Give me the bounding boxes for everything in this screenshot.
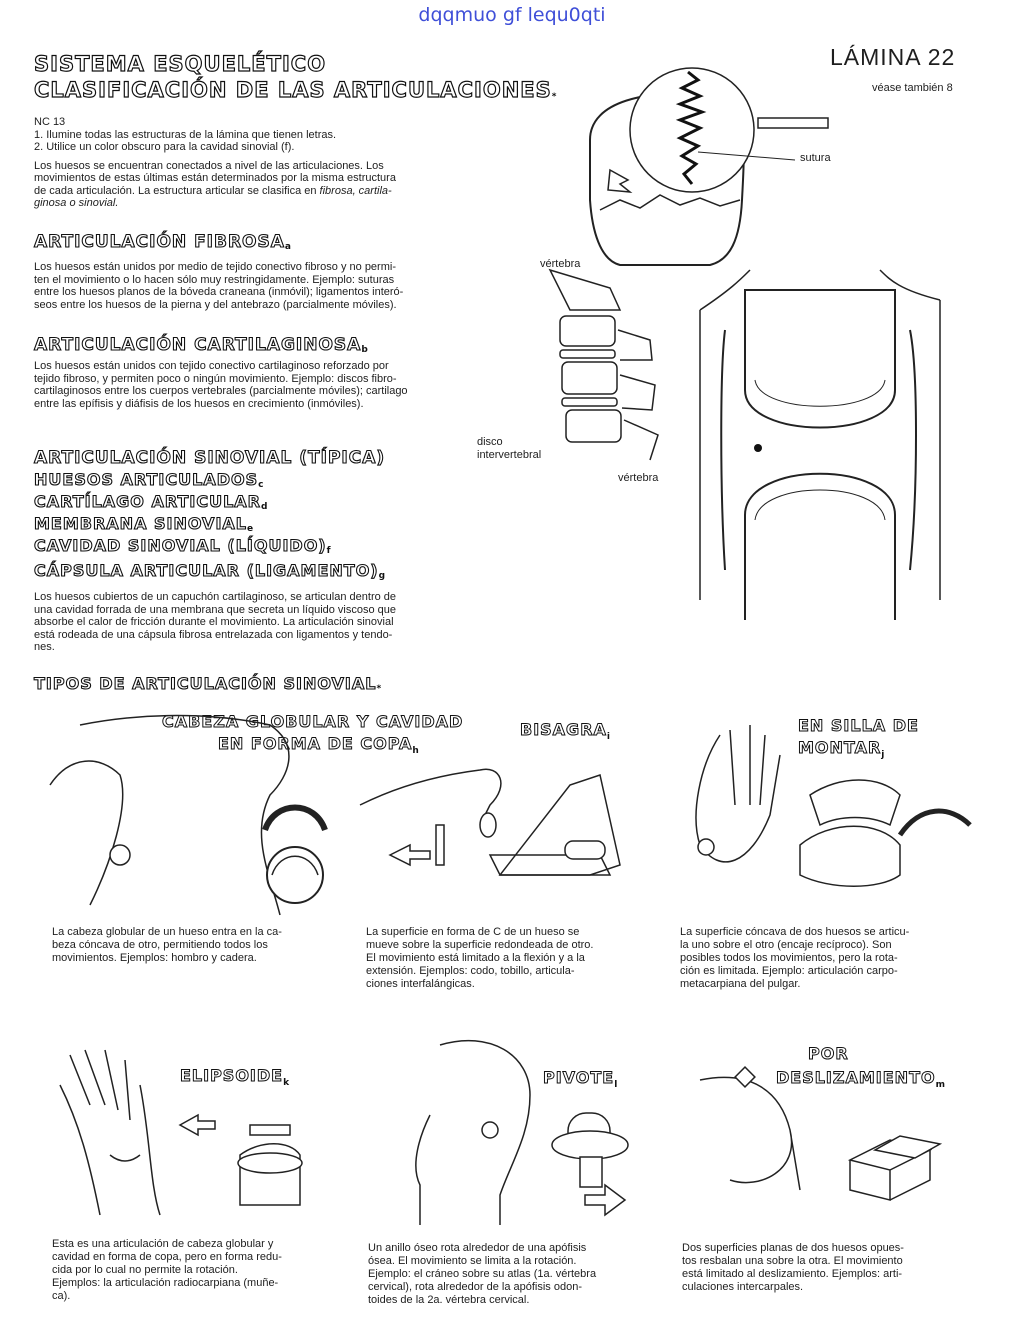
text-line: Los huesos están unidos con tejido conectivo cartilaginoso reforzado por <box>34 360 389 372</box>
caption-line: mueve sobre la superficie redondeada de otro. <box>366 939 594 951</box>
type-title-silla: EN SILLA DE <box>798 716 919 735</box>
text-line: nes. <box>34 641 55 653</box>
text-line: cartilaginosos entre los cuerpos vertebrales (parcialmente móviles); cartilago <box>34 385 408 397</box>
type-title-globular-2: EN FORMA DE $COPA_h$ <box>218 734 420 757</box>
caption-line: ción es limitada. Ejemplo: articulación carpo- <box>680 965 898 977</box>
caption-line: Esta es una articulación de cabeza globular y <box>52 1238 274 1250</box>
text-line: está rodeada de una cápsula fibrosa entrelazada con ligamentos y tendo- <box>34 628 393 641</box>
caption-line: El movimiento está limitado a la flexión y a la <box>366 952 585 964</box>
caption-line: cavidad en forma de copa, pero en forma redu- <box>52 1251 282 1263</box>
ellipsoid-illustration <box>50 1045 350 1225</box>
shoulder-illustration <box>50 715 350 915</box>
sinovial-item-c: HUESOS $ARTICULADOS_c$ <box>34 470 265 490</box>
caption-line: toides de la 2a. vértebra cervical. <box>368 1294 530 1306</box>
text-line: absorbe el calor de fricción durante el movimiento. La articulación sinovial <box>34 616 394 628</box>
intro-line: movimientos de estas últimas están determinados por la misma estructura <box>34 172 396 184</box>
intro-block <box>34 116 514 210</box>
spine-illustration <box>540 270 670 480</box>
caption-globular <box>52 926 342 965</box>
type-title-bisagra: $BISAGRA_i$ <box>520 720 611 743</box>
caption-line: La cabeza globular de un hueso entra en la ca- <box>52 926 282 938</box>
section-title-fibrosa: ARTICULACIÓN $FIBROSA_a$ <box>34 232 292 252</box>
caption-line: está limitado al deslizamiento. Ejemplos: arti- <box>682 1268 903 1280</box>
caption-line: beza cóncava de otro, permitiendo todos los <box>52 939 268 951</box>
label-vertebra-bottom: vértebra <box>618 472 659 484</box>
label-vertebra-top: vértebra <box>540 258 581 270</box>
text-line: una cavidad forrada de una membrana que secreta un líquido viscoso que <box>34 603 397 616</box>
text-line: entre las epífisis y diáfisis de los huesos en crecimiento (inmóviles). <box>34 397 364 410</box>
caption-line: cida por lo cual no permite la rotación. <box>52 1264 238 1276</box>
intro-line: de cada articulación. La estructura articular se clasifica en fibrosa, cartila- <box>34 184 392 197</box>
sinovial-item-f: CAVIDAD SINOVIAL $(LÍQUIDO)_f$ <box>34 536 332 556</box>
page-subtitle: CLASIFICACIÓN DE LAS $ARTICULACIONES_*$ <box>34 78 558 102</box>
text-line: entre los huesos planos de la bóveda craneana (inmóvil); ligamentos interó- <box>34 286 404 298</box>
text-line: seos entre los huesos de la pierna y del antebrazo (parcialmente móviles). <box>34 298 397 311</box>
caption-line: ósea. El movimiento se limita a la rotación. <box>368 1255 577 1267</box>
caption-silla <box>680 926 970 991</box>
section-title-sinovial: ARTICULACIÓN SINOVIAL (TÍPICA) <box>34 448 386 468</box>
intro-line: ginosa o sinovial. <box>34 197 119 209</box>
watermark: dqqmuo gf lequ0qti <box>418 4 606 26</box>
text-line: Los huesos están unidos por medio de tejido conectivo fibroso y no permi- <box>34 261 396 273</box>
caption-line: ciones interfalángicas. <box>366 978 475 990</box>
caption-line: Un anillo óseo rota alrededor de una apófisis <box>368 1242 587 1254</box>
caption-deslizamiento <box>682 1242 972 1294</box>
caption-elipsoide <box>52 1238 342 1303</box>
cartilaginosa-text <box>34 360 504 410</box>
sinovial-item-e: MEMBRANA $SINOVIAL_e$ <box>34 514 255 534</box>
type-title-pivote: $PIVOTE_l$ <box>543 1068 619 1091</box>
nc-label: NC 13 <box>34 116 66 128</box>
type-title-silla-2: $MONTAR_j$ <box>798 738 886 761</box>
caption-line: La superficie cóncava de dos huesos se articu- <box>680 926 910 938</box>
caption-line: culaciones intercarpales. <box>682 1281 804 1293</box>
skull-suture-illustration <box>580 60 820 280</box>
sinovial-text <box>34 591 504 654</box>
section-title-cartilaginosa: ARTICULACIÓN $CARTILAGINOSA_b$ <box>34 335 369 355</box>
see-also: véase también 8 <box>872 82 953 94</box>
hinge-illustration <box>360 745 650 895</box>
page-title: SISTEMA ESQUELÉTICO <box>34 52 327 76</box>
caption-bisagra <box>366 926 656 991</box>
label-sutura: sutura <box>800 152 831 164</box>
type-title-globular: CABEZA GLOBULAR Y CAVIDAD <box>162 712 464 731</box>
caption-line: Dos superficies planas de dos huesos opues- <box>682 1242 904 1254</box>
caption-line: Ejemplos: la articulación radiocarpiana (muñe- <box>52 1277 279 1289</box>
sinovial-item-d: CARTÍLAGO $ARTICULAR_d$ <box>34 492 269 512</box>
sinovial-item-g: CÁPSULA ARTICULAR $(LIGAMENTO)_g$ <box>34 561 387 581</box>
caption-line: tos resbalan una sobre la otra. El movimiento <box>682 1255 903 1267</box>
text-line: ten el movimiento o lo hacen sólo muy restringidamente. Ejemplo: suturas <box>34 273 395 286</box>
gliding-illustration <box>690 1040 990 1210</box>
instruction-1: 1. Ilumine todas las estructuras de la lámina que tienen letras. <box>34 128 337 141</box>
caption-line: cervical), rota alrededor de la apófisis odon- <box>368 1281 583 1293</box>
caption-line: Ejemplo: el cráneo sobre su atlas (1a. vértebra <box>368 1268 597 1280</box>
caption-line: ca). <box>52 1290 71 1302</box>
instruction-2: 2. Utilice un color obscuro para la cavidad sinovial (f). <box>34 141 295 153</box>
text-line: tejido fibroso, y permiten poco o ningún movimiento. Ejemplo: discos fibro- <box>34 372 397 385</box>
type-title-elipsoide: $ELIPSOIDE_k$ <box>180 1066 291 1089</box>
caption-line: movimientos. Ejemplos: hombro y cadera. <box>52 952 257 964</box>
label-disco: disco <box>477 436 503 448</box>
type-title-deslizamiento-2: $DESLIZAMIENTO_m$ <box>776 1068 946 1091</box>
synovial-joint-illustration <box>700 270 940 630</box>
caption-line: metacarpiana del pulgar. <box>680 978 801 990</box>
caption-line: extensión. Ejemplos: codo, tobillo, articula- <box>366 965 575 977</box>
fibrosa-text <box>34 261 504 311</box>
intro-line: Los huesos se encuentran conectados a nivel de las articulaciones. Los <box>34 159 384 172</box>
text-line: Los huesos cubiertos de un capuchón cartilaginoso, se articulan dentro de <box>34 591 397 603</box>
caption-line: la uno sobre el otro (encaje recíproco). Son <box>680 939 892 951</box>
type-title-deslizamiento: POR <box>808 1044 849 1063</box>
section-title-tipos: TIPOS DE ARTICULACIÓN $SINOVIAL_*$ <box>34 674 383 694</box>
caption-line: posibles todos los movimientos, pero la rota- <box>680 952 898 964</box>
pivot-illustration <box>400 1035 650 1225</box>
label-intervertebral: intervertebral <box>477 449 542 461</box>
plate-number: LÁMINA 22 <box>830 44 956 70</box>
saddle-illustration <box>690 715 990 905</box>
caption-line: La superficie en forma de C de un hueso se <box>366 926 580 938</box>
caption-pivote <box>368 1242 658 1307</box>
